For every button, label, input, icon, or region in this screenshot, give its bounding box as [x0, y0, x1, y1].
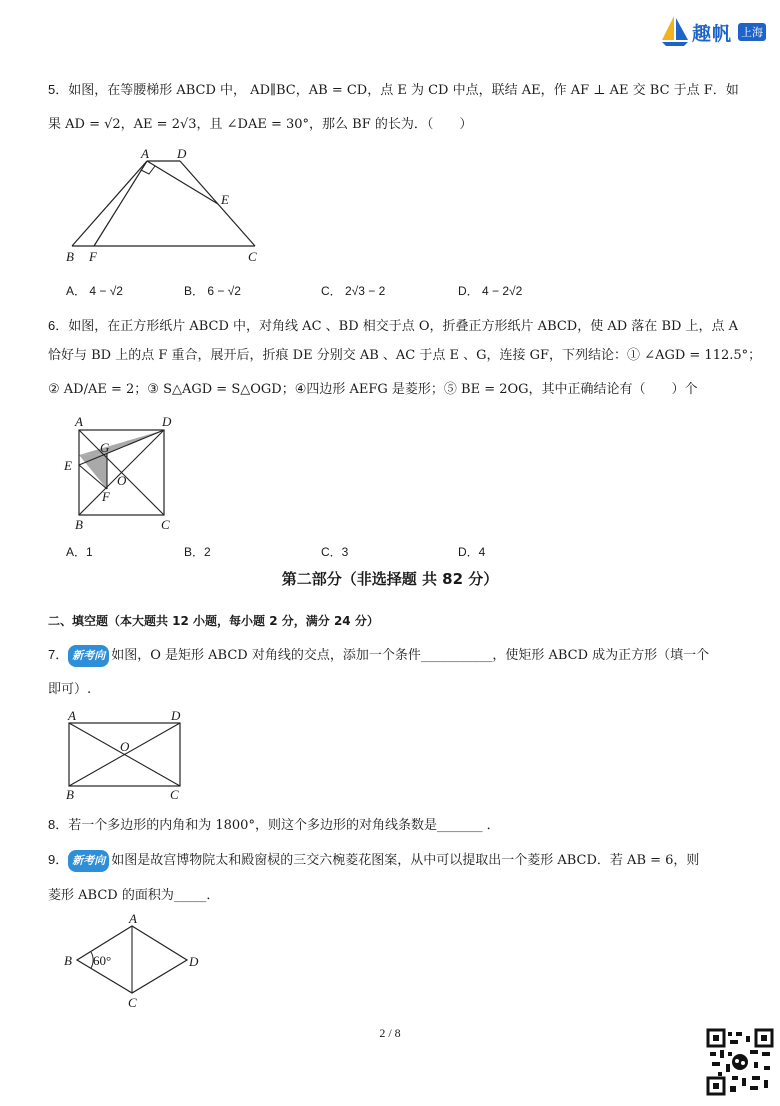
- q9-rhombus-figure: [60, 910, 210, 1014]
- section-subtitle: 二、填空题（本大题共 12 小题，每小题 2 分，满分 24 分）: [48, 614, 379, 628]
- q7-line2: [48, 680, 744, 700]
- q6-number: 6．: [48, 318, 69, 333]
- q8-line1: [48, 815, 744, 836]
- q5-label-e: E: [221, 192, 229, 207]
- q8-number: 8．: [48, 817, 69, 832]
- q5-label-d: D: [177, 146, 187, 161]
- brand-logo: [660, 14, 772, 48]
- q9-number: 9．: [48, 852, 69, 867]
- q9-text-1: 如图是故宫博物院太和殿窗棂的三交六椀菱花图案，从中可以提取出一个菱形 ABCD．若 AB = 6，则: [111, 853, 700, 868]
- q7-label-d: D: [171, 708, 181, 723]
- q5-choice-b[interactable]: B． 6 − √2: [184, 284, 241, 298]
- q9-label-d: D: [189, 954, 199, 969]
- q6-choice-c[interactable]: C．3: [321, 545, 349, 559]
- q6-label-e: E: [64, 458, 72, 473]
- q5-number: 5．: [48, 82, 69, 97]
- q5-text-1: 如图，在等腰梯形 ABCD 中， AD∥BC，AB = CD，点 E 为 CD 中点，联结 AE，作 AF ⊥ AE 交 BC 于点 F．如: [68, 83, 739, 98]
- q6-choice-d[interactable]: D．4: [458, 545, 486, 559]
- page-number: 2 / 8: [379, 1026, 401, 1040]
- q6-label-o: O: [117, 473, 127, 488]
- q7-number: 7．: [48, 647, 69, 662]
- q6-label-g: G: [100, 440, 110, 455]
- q5-choice-c[interactable]: C． 2√3 − 2: [321, 284, 386, 298]
- q7-new-badge: 新考向: [68, 645, 109, 667]
- q5-label-b: B: [66, 249, 74, 264]
- q5-trapezoid-figure: [60, 143, 270, 265]
- q5-choice-d[interactable]: D． 4 − 2√2: [458, 284, 523, 298]
- sail-icon: [660, 14, 690, 48]
- logo-text: 趣帆: [692, 23, 733, 45]
- q5-label-f: F: [89, 249, 97, 264]
- q9-new-badge: 新考向: [68, 850, 109, 872]
- q6-label-a: A: [75, 414, 83, 429]
- q5-label-c: C: [248, 249, 257, 264]
- q5-choices: [66, 282, 626, 302]
- q6-text-1: 如图，在正方形纸片 ABCD 中，对角线 AC 、BD 相交于点 O，折叠正方形纸片 ABCD，使 AD 落在 BD 上，点 A: [68, 319, 739, 334]
- q7-label-b: B: [66, 787, 74, 802]
- q9-angle-label: 60°: [93, 953, 112, 968]
- q9-label-a: A: [129, 911, 137, 926]
- q5-text-2: 果 AD = √2，AE = 2√3，且 ∠DAE = 30°，那么 BF 的长为．（ ）: [48, 117, 473, 132]
- q9-label-c: C: [128, 995, 137, 1010]
- section-title: 第二部分（非选择题 共 82 分）: [281, 570, 499, 588]
- q5-line1: [48, 80, 744, 101]
- q6-label-b: B: [75, 517, 83, 532]
- q6-label-f: F: [102, 489, 110, 504]
- q6-text-3: ② AD/AE = 2；③ S△AGD = S△OGD；④四边形 AEFG 是菱形；⑤ BE = 2OG，其中正确结论有（ ）个: [48, 382, 698, 397]
- q7-label-a: A: [68, 708, 76, 723]
- q7-text-2: 即可）.: [48, 682, 92, 697]
- q5-choice-a[interactable]: A． 4 − √2: [66, 284, 123, 298]
- q8-text-1: 若一个多边形的内角和为 1800°，则这个多边形的对角线条数是_______ ．: [68, 818, 500, 833]
- q6-choices: [66, 543, 626, 563]
- q7-text-1: 如图，O 是矩形 ABCD 对角线的交点，添加一个条件___________，使矩形 ABCD 成为正方形（填一个: [111, 648, 710, 663]
- q5-line2: [48, 115, 744, 135]
- qr-code-icon: [706, 1028, 774, 1096]
- q6-label-d: D: [162, 414, 172, 429]
- q9-text-2: 菱形 ABCD 的面积为_____．: [48, 888, 220, 903]
- q6-square-figure: [60, 412, 180, 534]
- q6-label-c: C: [161, 517, 170, 532]
- q6-line1: [48, 316, 744, 337]
- q7-line1: [48, 645, 744, 667]
- q6-choice-a[interactable]: A．1: [66, 545, 93, 559]
- q9-label-b: B: [64, 953, 72, 968]
- q9-line1: [48, 850, 744, 872]
- q6-text-2: 恰好与 BD 上的点 F 重合，展开后，折痕 DE 分别交 AB 、AC 于点 E 、G，连接 GF，下列结论：① ∠AGD = 112.5°；: [48, 348, 762, 363]
- q6-line3: [48, 380, 744, 400]
- q7-label-o: O: [120, 739, 130, 754]
- q6-choice-b[interactable]: B．2: [184, 545, 211, 559]
- q9-line2: [48, 886, 744, 906]
- q6-line2: [48, 346, 762, 366]
- logo-badge: 上海: [738, 23, 766, 41]
- q7-rectangle-figure: [60, 706, 190, 802]
- q7-label-c: C: [170, 787, 179, 802]
- q5-label-a: A: [141, 146, 149, 161]
